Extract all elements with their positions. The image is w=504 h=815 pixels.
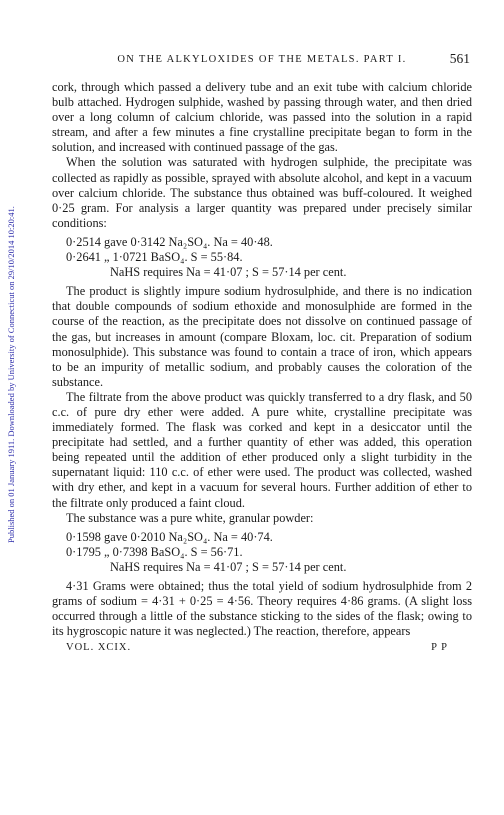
download-watermark: Published on 01 January 1911. Downloaded by University of Connecticut on 29/10/2014 10:20:41. [6,206,16,544]
page-number: 561 [449,51,470,66]
paragraph: When the solution was saturated with hydrogen sulphide, the precipitate was collected as rapidly as possible, sprayed with absolute alcohol, and kept in a vacuum over calcium chloride. The substance thus obtained was buff-coloured. It weighed 0·25 gram. For analysis a larger quantity was prepared under precisely similar conditions: [52,155,472,230]
analysis-line: 0·1795 „ 0·7398 BaSO₄. S = 56·71. [66,544,243,559]
analysis-line: 0·2514 gave 0·3142 Na₂SO₄. Na = 40·48. [66,234,273,249]
paragraph: 4·31 Grams were obtained; thus the total yield of sodium hydrosulphide from 2 grams of sodium = 4·31 + 0·25 = 4·56. Theory requires 4·86 grams. (A slight loss occurred through a little of the substance sticking to the sides of the flask; owing to its hygroscopic nature it was neglected.) The reaction, therefore, appears [52,579,472,639]
running-title: ON THE ALKYLOXIDES OF THE METALS. PART I. [117,54,407,65]
running-header [52,51,472,76]
article-body [52,80,472,655]
volume-label: VOL. XCIX. [66,642,132,654]
signature-mark: P P [431,642,448,654]
page-footer [52,640,472,655]
analysis-requirement: NaHS requires Na = 41·07 ; S = 57·14 per cent. [110,265,347,280]
analysis-line: 0·2641 „ 1·0721 BaSO₄. S = 55·84. [66,250,243,265]
analysis-line: 0·1598 gave 0·2010 Na₂SO₄. Na = 40·74. [66,529,273,544]
paragraph: The filtrate from the above product was quickly transferred to a dry flask, and 50 c.c. of pure dry ether were added. A pure white, crystalline precipitate was immediately formed. The flask was corked and kept in a desiccator until the precipitate had settled, and a further quantity of ether was added, this operation being repeated until the addition of ether produced only a slight turbidity in the supernatant liquid: 110 c.c. of ether were used. The product was collected, washed with dry ether, and kept in a vacuum for several hours. Further addition of ether to the filtrate only produced a faint cloud. [52,389,472,510]
analysis-requirement: NaHS requires Na = 41·07 ; S = 57·14 per cent. [110,559,347,574]
paragraph: The substance was a pure white, granular powder: [66,510,314,525]
paragraph: cork, through which passed a delivery tube and an exit tube with calcium chloride bulb attached. Hydrogen sulphide, washed by passing through water, and then dried over a long column of calcium chloride, was passed into the solution in a rapid stream, and after a few minutes a fine crystalline precipitate began to form in the solution, and increased with continued passage of the gas. [52,80,472,155]
journal-page [52,51,472,655]
paragraph: The product is slightly impure sodium hydrosulphide, and there is no indication that double compounds of sodium ethoxide and monosulphide are formed in the course of the reaction, as the precipitate does not dissolve on continued passage of the gas, but increases in amount (compare Bloxam, loc. cit. Preparation of sodium monosulphide). This substance was found to contain a trace of iron, which appears to be an impurity of metallic sodium, and probably causes the coloration of the substance. [52,284,472,389]
